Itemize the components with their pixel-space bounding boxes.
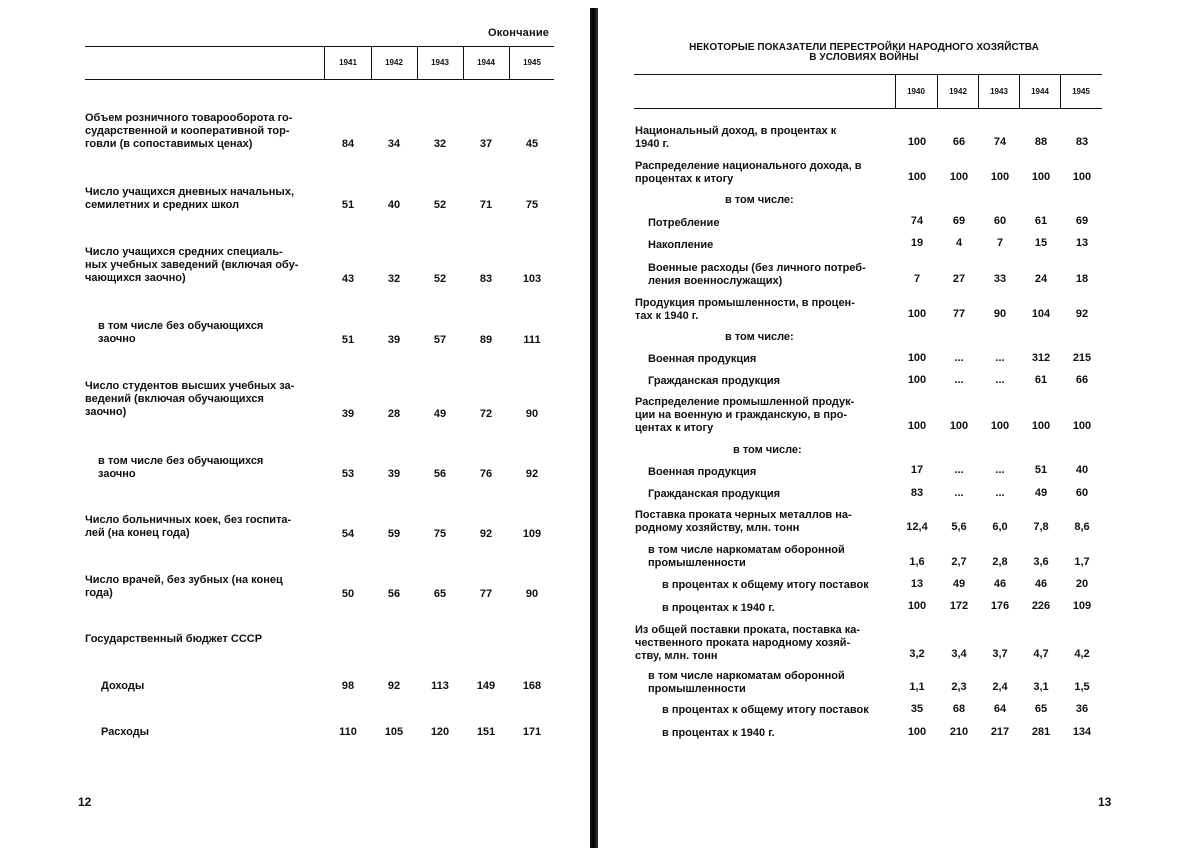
left-year-header: 1945: [523, 58, 541, 67]
book-spine: [590, 8, 598, 848]
left-row-value: 50: [341, 588, 355, 600]
right-row-value: 6,0: [992, 521, 1008, 533]
right-row-value: 100: [1031, 171, 1051, 183]
right-row-value: 100: [907, 420, 927, 432]
right-table-top-rule: [634, 74, 1102, 75]
right-row-label: в том числе наркоматам оборонной промышленности: [648, 544, 845, 569]
left-row-value: 92: [387, 680, 401, 692]
left-row-value: 72: [479, 408, 493, 420]
left-row-label: Число врачей, без зубных (на конец года): [85, 574, 283, 599]
right-row-value: 68: [952, 703, 966, 715]
left-row-value: 71: [479, 199, 493, 211]
right-row-value: 40: [1075, 464, 1089, 476]
right-row-value: 49: [952, 578, 966, 590]
right-row-value: ...: [954, 464, 964, 476]
right-row-value: 100: [1072, 171, 1092, 183]
left-row-label: Число больничных коек, без госпита- лей (на конец года): [85, 514, 292, 539]
right-row-value: 100: [990, 420, 1010, 432]
left-row-label: Расходы: [101, 726, 150, 738]
right-row-label: Национальный доход, в процентах к 1940 г.: [635, 125, 837, 150]
left-row-value: 75: [433, 528, 447, 540]
right-row-label: в процентах к общему итогу поставок: [662, 579, 869, 591]
right-row-value: 69: [1075, 215, 1089, 227]
right-row-value: 172: [949, 600, 969, 612]
right-year-header: 1943: [990, 87, 1008, 96]
right-year-header: 1945: [1072, 87, 1090, 96]
right-row-value: 18: [1075, 273, 1089, 285]
right-row-value: 4,2: [1074, 648, 1090, 660]
right-table-title: НЕКОТОРЫЕ ПОКАЗАТЕЛИ ПЕРЕСТРОЙКИ НАРОДНОГО ХОЗЯЙСТВА В УСЛОВИЯХ ВОЙНЫ: [689, 42, 1039, 63]
left-row-value: 89: [479, 334, 493, 346]
right-row-value: 5,6: [951, 521, 967, 533]
left-row-value: 51: [341, 334, 355, 346]
right-row-value: 100: [949, 420, 969, 432]
right-row-value: 100: [907, 374, 927, 386]
right-row-value: 61: [1034, 374, 1048, 386]
continuation-label: Окончание: [488, 27, 550, 39]
right-row-value: ...: [995, 374, 1005, 386]
right-row-value: 215: [1072, 352, 1092, 364]
right-row-value: 4,7: [1033, 648, 1049, 660]
right-row-label: Гражданская продукция: [648, 375, 781, 387]
right-row-value: 49: [1034, 487, 1048, 499]
left-row-label: Число учащихся дневных начальных, семилетних и средних школ: [85, 186, 294, 211]
right-row-value: 60: [1075, 487, 1089, 499]
left-row-value: 34: [387, 138, 401, 150]
right-row-value: 66: [952, 136, 966, 148]
left-row-value: 51: [341, 199, 355, 211]
right-row-value: 2,4: [992, 681, 1008, 693]
right-row-value: 226: [1031, 600, 1051, 612]
right-row-label: Гражданская продукция: [648, 488, 781, 500]
left-row-value: 103: [522, 273, 542, 285]
right-row-value: 60: [993, 215, 1007, 227]
right-row-value: 74: [910, 215, 924, 227]
left-row-value: 149: [476, 680, 496, 692]
right-row-value: 281: [1031, 726, 1051, 738]
right-row-value: 7: [996, 237, 1004, 249]
right-row-value: 1,7: [1074, 556, 1090, 568]
right-row-value: 33: [993, 273, 1007, 285]
right-row-value: 15: [1034, 237, 1048, 249]
left-row-value: 59: [387, 528, 401, 540]
right-row-value: ...: [954, 374, 964, 386]
right-row-label: в процентах к 1940 г.: [662, 727, 775, 739]
right-row-value: 74: [993, 136, 1007, 148]
right-row-value: 8,6: [1074, 521, 1090, 533]
right-subsection-caption: в том числе:: [733, 444, 802, 456]
right-subsection-caption: в том числе:: [725, 194, 794, 206]
left-year-header: 1941: [339, 58, 357, 67]
right-row-value: 109: [1072, 600, 1092, 612]
right-row-value: 2,8: [992, 556, 1008, 568]
left-row-value: 53: [341, 468, 355, 480]
right-row-value: 3,6: [1033, 556, 1049, 568]
right-row-value: 3,4: [951, 648, 967, 660]
right-row-value: 66: [1075, 374, 1089, 386]
left-row-value: 105: [384, 726, 404, 738]
left-row-label: в том числе без обучающихся заочно: [98, 320, 264, 345]
right-row-label: Военная продукция: [648, 466, 757, 478]
left-row-value: 39: [387, 468, 401, 480]
right-row-value: 1,6: [909, 556, 925, 568]
right-row-value: 100: [907, 171, 927, 183]
right-row-value: ...: [995, 464, 1005, 476]
right-row-value: 12,4: [906, 521, 928, 533]
right-row-label: Военные расходы (без личного потреб- ления военнослужащих): [648, 262, 866, 287]
right-row-label: в процентах к 1940 г.: [662, 602, 775, 614]
right-row-value: 36: [1075, 703, 1089, 715]
right-row-value: 46: [993, 578, 1007, 590]
right-row-value: 217: [990, 726, 1010, 738]
right-row-value: 134: [1072, 726, 1092, 738]
right-row-value: 65: [1034, 703, 1048, 715]
right-row-value: 61: [1034, 215, 1048, 227]
right-row-value: 88: [1034, 136, 1048, 148]
right-row-label: Распределение промышленной продук- ции на военную и гражданскую, в про- центах к итогу: [635, 396, 855, 434]
right-row-value: 24: [1034, 273, 1048, 285]
right-row-value: 100: [907, 600, 927, 612]
left-row-value: 83: [479, 273, 493, 285]
right-row-value: 176: [990, 600, 1010, 612]
right-row-value: 46: [1034, 578, 1048, 590]
right-row-value: 19: [910, 237, 924, 249]
right-row-label: Военная продукция: [648, 353, 757, 365]
left-row-value: 120: [430, 726, 450, 738]
left-year-header: 1944: [477, 58, 495, 67]
right-row-value: 1,5: [1074, 681, 1090, 693]
right-row-value: 104: [1031, 308, 1051, 320]
right-row-value: 3,1: [1033, 681, 1049, 693]
left-row-value: 110: [339, 726, 357, 738]
right-row-value: 2,3: [951, 681, 967, 693]
left-section-heading: Государственный бюджет СССР: [85, 633, 263, 645]
right-year-header: 1944: [1031, 87, 1049, 96]
right-table-header-rule: [634, 108, 1102, 109]
right-row-value: 77: [952, 308, 966, 320]
left-row-label: Число учащихся средних специаль- ных учебных заведений (включая обу- чающихся заочно): [85, 246, 299, 284]
right-row-value: 100: [907, 726, 927, 738]
right-row-value: 312: [1031, 352, 1051, 364]
right-subsection-caption: в том числе:: [725, 331, 794, 343]
left-row-value: 151: [476, 726, 496, 738]
left-row-value: 168: [522, 680, 542, 692]
left-row-value: 57: [433, 334, 447, 346]
right-row-value: 51: [1034, 464, 1048, 476]
right-row-value: 210: [949, 726, 969, 738]
right-row-value: 17: [910, 464, 924, 476]
right-row-value: 13: [910, 578, 924, 590]
right-row-value: ...: [954, 352, 964, 364]
right-row-value: 100: [907, 352, 927, 364]
left-table-header-rule: [85, 79, 554, 80]
right-row-value: 100: [1072, 420, 1092, 432]
right-row-value: 100: [990, 171, 1010, 183]
left-row-value: 52: [433, 273, 447, 285]
left-row-value: 111: [523, 334, 541, 346]
left-row-value: 113: [431, 680, 449, 692]
right-row-value: 7,8: [1033, 521, 1049, 533]
left-row-label: Объем розничного товарооборота го- сударственной и кооперативной тор- говли (в сопоставимых ценах): [85, 112, 293, 150]
right-row-label: Из общей поставки проката, поставка ка- чественного проката народному хозяй- ству, млн. тонн: [635, 624, 860, 662]
left-row-value: 56: [433, 468, 447, 480]
right-row-label: Поставка проката черных металлов на- родному хозяйству, млн. тонн: [635, 509, 852, 534]
left-row-value: 90: [525, 408, 539, 420]
page-number-left: 12: [78, 795, 92, 809]
right-row-value: 64: [993, 703, 1007, 715]
left-row-value: 32: [387, 273, 401, 285]
left-row-label: Число студентов высших учебных за- ведений (включая обучающихся заочно): [85, 380, 295, 418]
left-year-header: 1943: [431, 58, 449, 67]
left-row-value: 39: [387, 334, 401, 346]
left-row-value: 84: [341, 138, 355, 150]
right-row-label: в том числе наркоматам оборонной промышленности: [648, 670, 845, 695]
right-row-value: 20: [1075, 578, 1089, 590]
left-row-value: 43: [341, 273, 355, 285]
right-row-value: 3,2: [909, 648, 925, 660]
right-row-label: Накопление: [648, 239, 714, 251]
left-row-value: 56: [387, 588, 401, 600]
right-row-value: 4: [955, 237, 963, 249]
right-year-header: 1940: [907, 87, 925, 96]
right-row-value: 2,7: [951, 556, 967, 568]
left-row-value: 37: [479, 138, 493, 150]
right-row-label: в процентах к общему итогу поставок: [662, 704, 869, 716]
left-row-value: 171: [522, 726, 542, 738]
left-row-value: 92: [525, 468, 539, 480]
left-row-value: 77: [479, 588, 493, 600]
left-col-divider: [324, 46, 325, 79]
left-row-value: 52: [433, 199, 447, 211]
left-row-value: 65: [433, 588, 447, 600]
right-row-value: ...: [954, 487, 964, 499]
right-row-value: 1,1: [909, 681, 925, 693]
left-row-label: в том числе без обучающихся заочно: [98, 455, 264, 480]
right-row-value: 27: [952, 273, 966, 285]
page-number-right: 13: [1098, 795, 1112, 809]
right-row-value: 83: [910, 487, 924, 499]
left-row-value: 49: [433, 408, 447, 420]
right-row-label: Потребление: [648, 217, 720, 229]
right-row-value: 100: [1031, 420, 1051, 432]
right-row-value: 100: [949, 171, 969, 183]
right-row-value: 90: [993, 308, 1007, 320]
right-row-value: ...: [995, 487, 1005, 499]
left-table-top-rule: [85, 46, 554, 47]
right-row-label: Распределение национального дохода, в процентах к итогу: [635, 160, 862, 185]
left-row-label: Доходы: [101, 680, 145, 692]
left-row-value: 90: [525, 588, 539, 600]
left-row-value: 32: [433, 138, 447, 150]
right-row-value: 100: [907, 136, 927, 148]
right-row-value: 69: [952, 215, 966, 227]
left-row-value: 98: [341, 680, 355, 692]
right-row-value: ...: [995, 352, 1005, 364]
left-row-value: 39: [341, 408, 355, 420]
left-row-value: 45: [525, 138, 539, 150]
right-year-header: 1942: [949, 87, 967, 96]
left-row-value: 40: [387, 199, 401, 211]
right-row-value: 13: [1075, 237, 1089, 249]
left-row-value: 75: [525, 199, 539, 211]
right-row-label: Продукция промышленности, в процен- тах к 1940 г.: [635, 297, 855, 322]
right-row-value: 100: [907, 308, 927, 320]
left-row-value: 109: [522, 528, 542, 540]
right-row-value: 35: [910, 703, 924, 715]
right-row-value: 7: [913, 273, 921, 285]
left-row-value: 92: [479, 528, 493, 540]
left-row-value: 28: [387, 408, 401, 420]
right-row-value: 3,7: [992, 648, 1008, 660]
right-row-value: 83: [1075, 136, 1089, 148]
left-year-header: 1942: [385, 58, 403, 67]
left-row-value: 54: [341, 528, 355, 540]
right-row-value: 92: [1075, 308, 1089, 320]
left-row-value: 76: [479, 468, 493, 480]
